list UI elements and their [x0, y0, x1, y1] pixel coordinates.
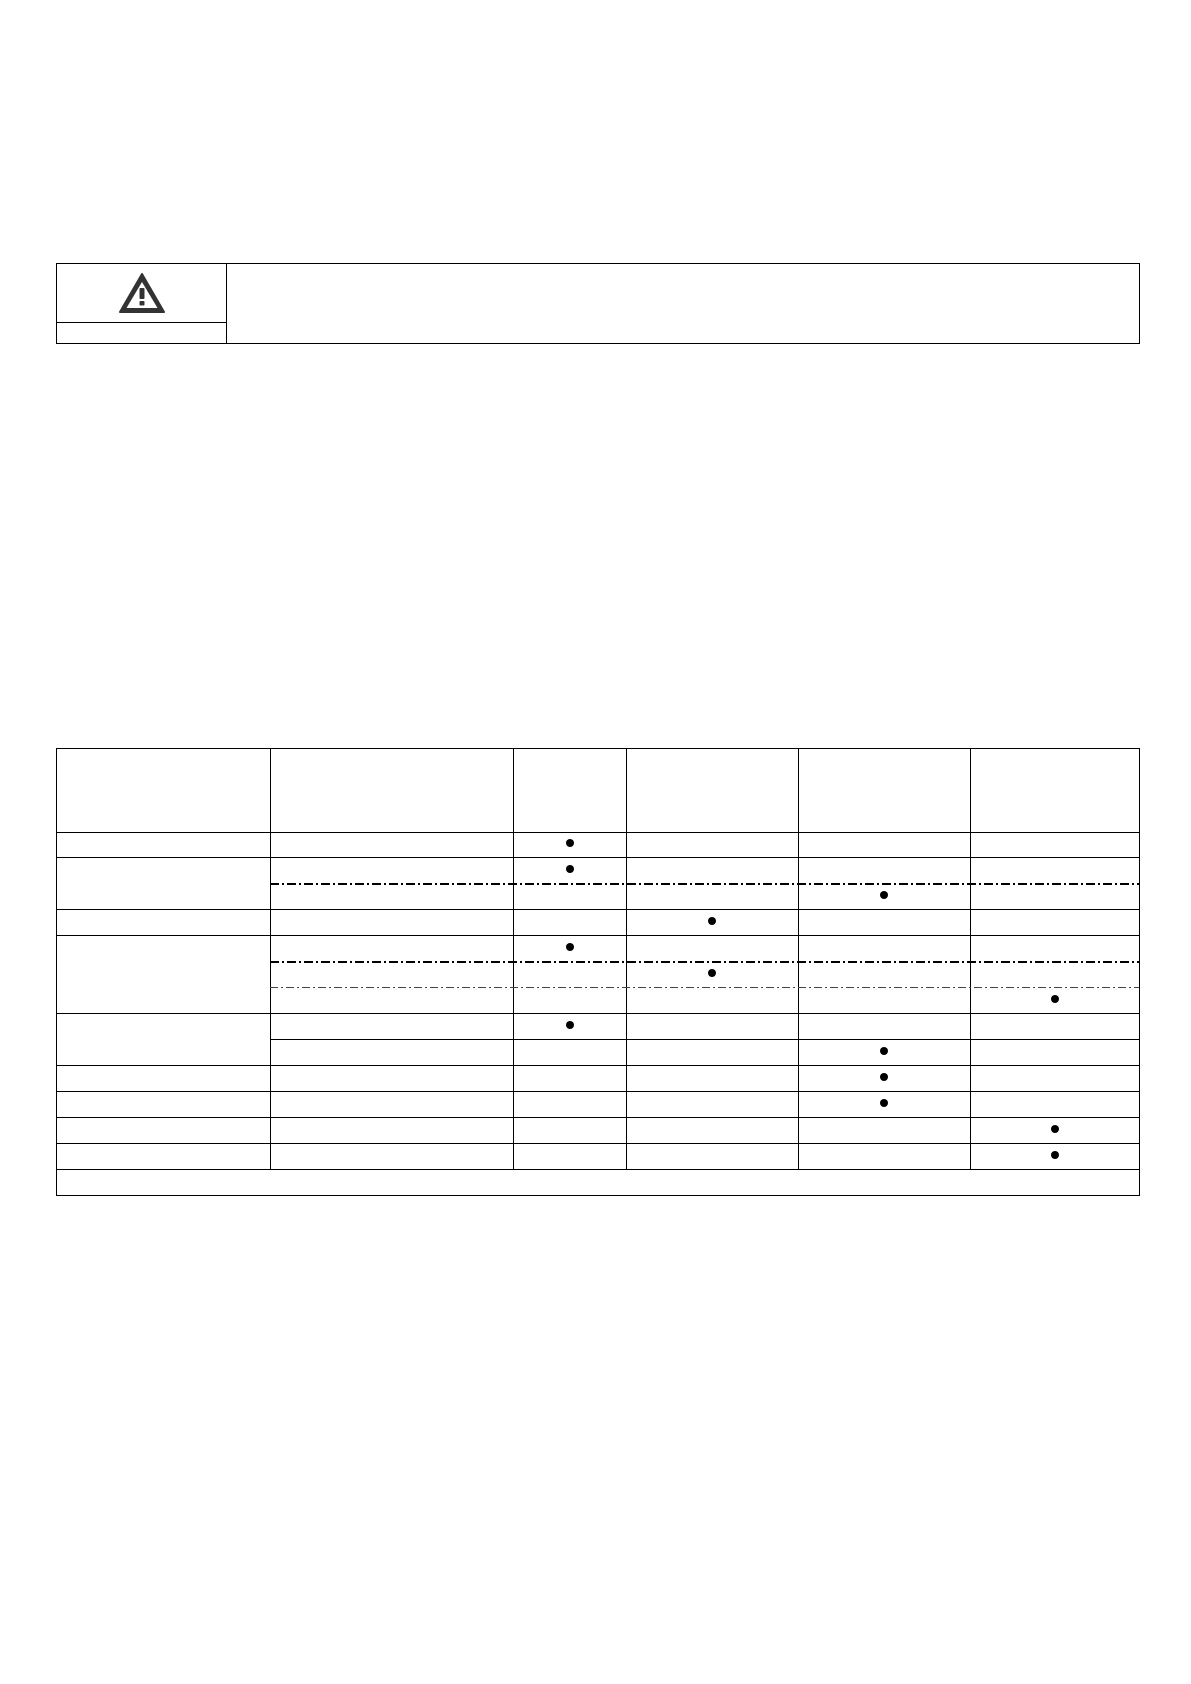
marker-dot [1051, 1125, 1059, 1133]
warning-label [57, 323, 226, 343]
row-divider [57, 1091, 1139, 1092]
row-divider [270, 1039, 1139, 1040]
row-divider [270, 883, 1139, 885]
marker-dot [708, 917, 716, 925]
row-divider [57, 935, 1139, 936]
warning-text [227, 264, 1139, 343]
marker-dot [566, 839, 574, 847]
row-divider [57, 857, 1139, 858]
marker-dot [880, 891, 888, 899]
row-divider [57, 1065, 1139, 1066]
row-divider [57, 1143, 1139, 1144]
warning-triangle-icon [118, 272, 166, 314]
row-divider [57, 909, 1139, 910]
row-divider [57, 1117, 1139, 1118]
column-divider [270, 749, 271, 1169]
marker-dot [566, 865, 574, 873]
column-divider [513, 749, 514, 1169]
marker-dot [880, 1073, 888, 1081]
column-divider [626, 749, 627, 1169]
column-divider [970, 749, 971, 1169]
warning-icon-cell [57, 264, 227, 343]
row-divider [57, 1013, 1139, 1014]
marker-dot [1051, 1151, 1059, 1159]
marker-dot [880, 1099, 888, 1107]
marker-dot [1051, 995, 1059, 1003]
column-divider [798, 749, 799, 1169]
warning-icon-area [57, 264, 226, 323]
marker-dot [708, 969, 716, 977]
marker-dot [566, 943, 574, 951]
warning-box [56, 263, 1140, 344]
marker-dot [566, 1021, 574, 1029]
footnote-divider [57, 1169, 1139, 1170]
row-divider [270, 987, 1139, 988]
row-divider [270, 961, 1139, 963]
header-divider [57, 832, 1139, 833]
marking-matrix-table [56, 748, 1140, 1196]
marker-dot [880, 1047, 888, 1055]
